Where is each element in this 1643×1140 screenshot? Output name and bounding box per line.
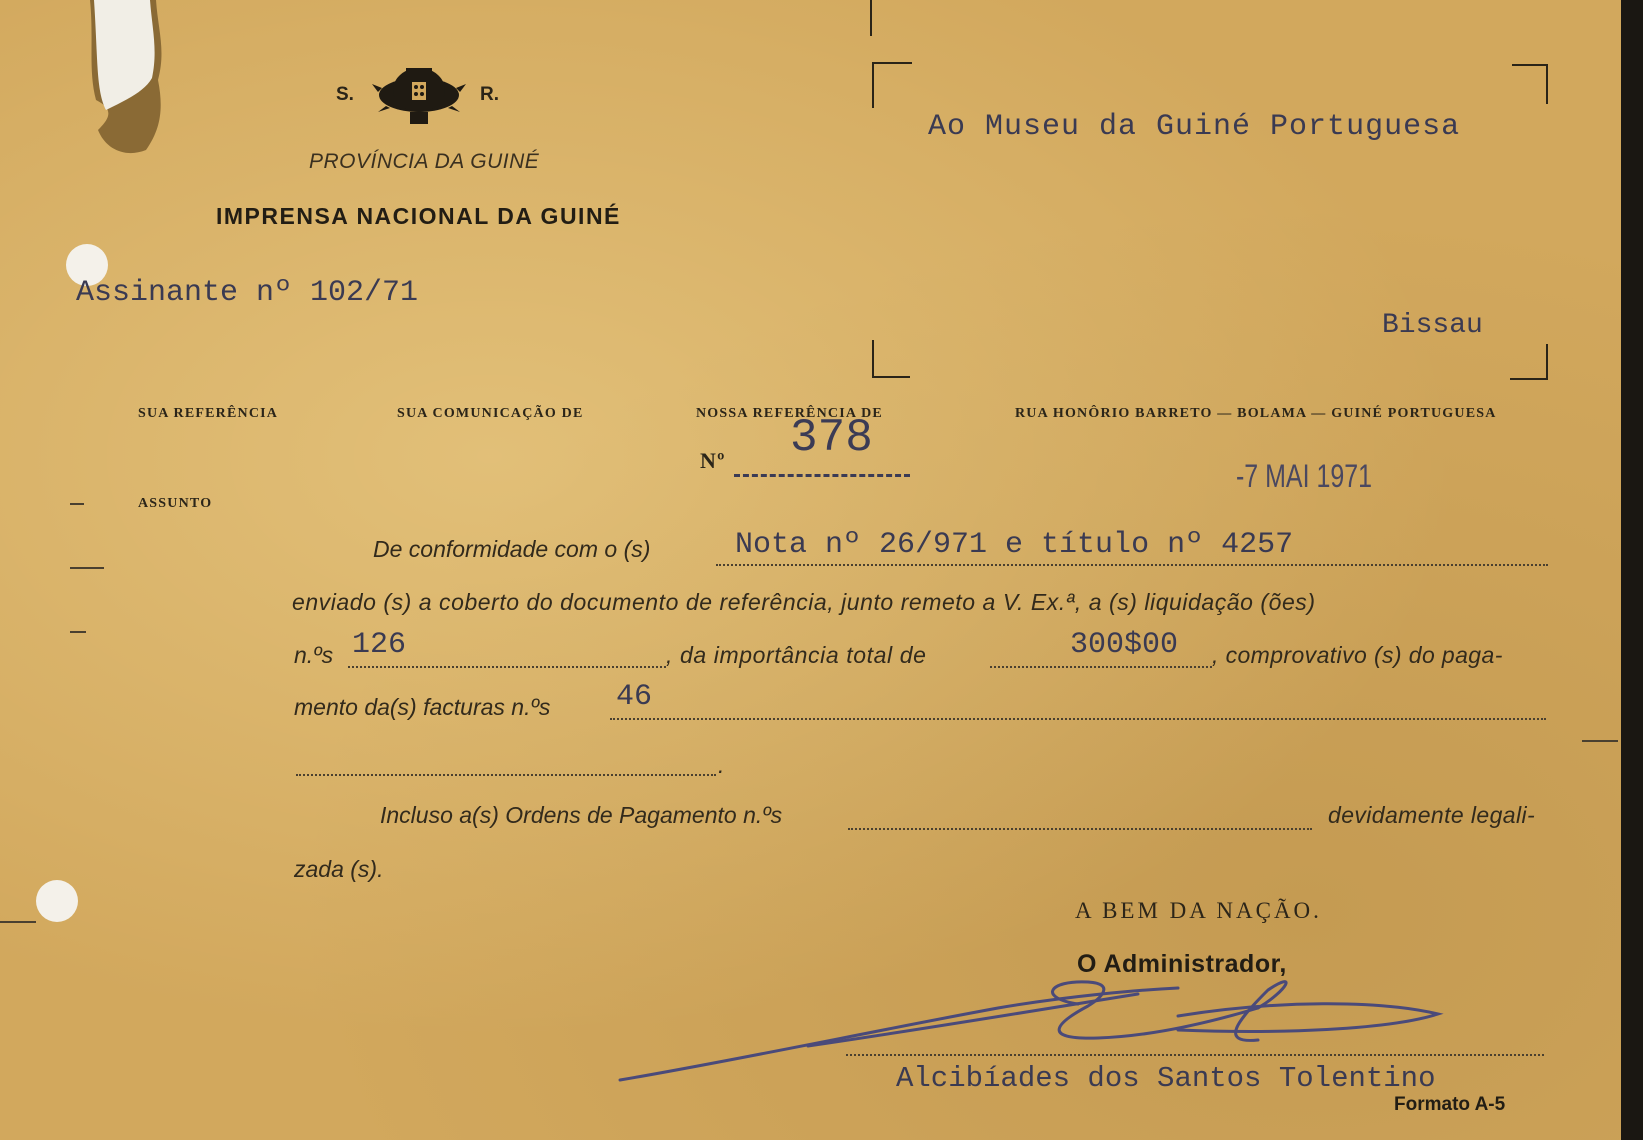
body-line3-prefix: n.ºs [294, 642, 334, 668]
window-corner-bottom-right [1510, 344, 1548, 380]
body-line5-rule [296, 774, 716, 776]
reference-underline [734, 474, 910, 477]
administrator-name: Alcibíades dos Santos Tolentino [896, 1062, 1436, 1095]
addressee-city: Bissau [1382, 310, 1483, 341]
body-line5-end: . [718, 752, 725, 778]
addressee-line: Ao Museu da Guiné Portuguesa [928, 110, 1461, 144]
label-sua-referencia: SUA REFERÊNCIA [138, 406, 279, 421]
closing-motto: A BEM DA NAÇÃO. [1075, 898, 1322, 923]
province-name: PROVÍNCIA DA GUINÉ [309, 150, 540, 173]
body-line1-rule [716, 564, 1548, 566]
window-corner-bottom-left [872, 340, 910, 378]
invoice-number: 46 [616, 680, 653, 714]
window-corner-top-left [872, 62, 912, 108]
liquidacao-number: 126 [352, 628, 407, 662]
body-line4-prefix: mento da(s) facturas n.ºs [294, 694, 551, 720]
body-line1-prefix: De conformidade com o (s) [373, 536, 651, 562]
body-line3-suffix: , comprovativo (s) do paga- [1212, 642, 1503, 668]
margin-tick [70, 567, 104, 569]
subscriber-number: Assinante nº 102/71 [76, 276, 419, 310]
body-line6-suffix: devidamente legali- [1328, 802, 1536, 828]
body-line2: enviado (s) a coberto do documento de referência, junto remeto a V. Ex.ª, a (s) liquidação (ões) [292, 589, 1316, 615]
margin-tick [0, 921, 36, 923]
label-numero: Nº [700, 448, 726, 473]
signature-rule [846, 1054, 1544, 1056]
body-line4-rule [610, 718, 1546, 720]
date-stamp: -7 MAI 1971 [1236, 458, 1372, 494]
body-line3-middle: , da importância total de [666, 642, 927, 668]
crest-letter-s: S. [336, 84, 354, 105]
office-address: RUA HONÔRIO BARRETO — BOLAMA — GUINÉ PORTUGUESA [1015, 406, 1497, 421]
reference-number: 378 [790, 412, 873, 464]
body-line6-prefix: Incluso a(s) Ordens de Pagamento n.ºs [380, 802, 783, 828]
body-line7: zada (s). [294, 856, 384, 882]
margin-tick [70, 503, 84, 505]
body-line3-rule-a [348, 666, 666, 668]
torn-corner [86, 0, 166, 160]
label-nossa-referencia: NOSSA REFERÊNCIA DE [696, 406, 883, 421]
crest-letter-r: R. [480, 84, 499, 105]
form-code: Formato A-5 [1394, 1094, 1506, 1115]
scan-edge [1621, 0, 1632, 1140]
total-amount: 300$00 [1070, 628, 1179, 662]
window-corner-top-right [1512, 64, 1548, 104]
body-line6-rule [848, 828, 1312, 830]
margin-tick [70, 631, 86, 633]
coat-of-arms-icon [372, 62, 466, 132]
label-assunto: ASSUNTO [138, 496, 213, 511]
margin-tick [1582, 740, 1618, 742]
window-mark-top [870, 0, 872, 36]
body-line1-value: Nota nº 26/971 e título nº 4257 [735, 528, 1294, 562]
closing-title: O Administrador, [1077, 950, 1287, 978]
punch-hole-bottom [36, 880, 78, 922]
body-line3-rule-b [990, 666, 1212, 668]
press-name: IMPRENSA NACIONAL DA GUINÉ [216, 203, 621, 229]
label-sua-comunicacao: SUA COMUNICAÇÃO DE [397, 406, 584, 421]
